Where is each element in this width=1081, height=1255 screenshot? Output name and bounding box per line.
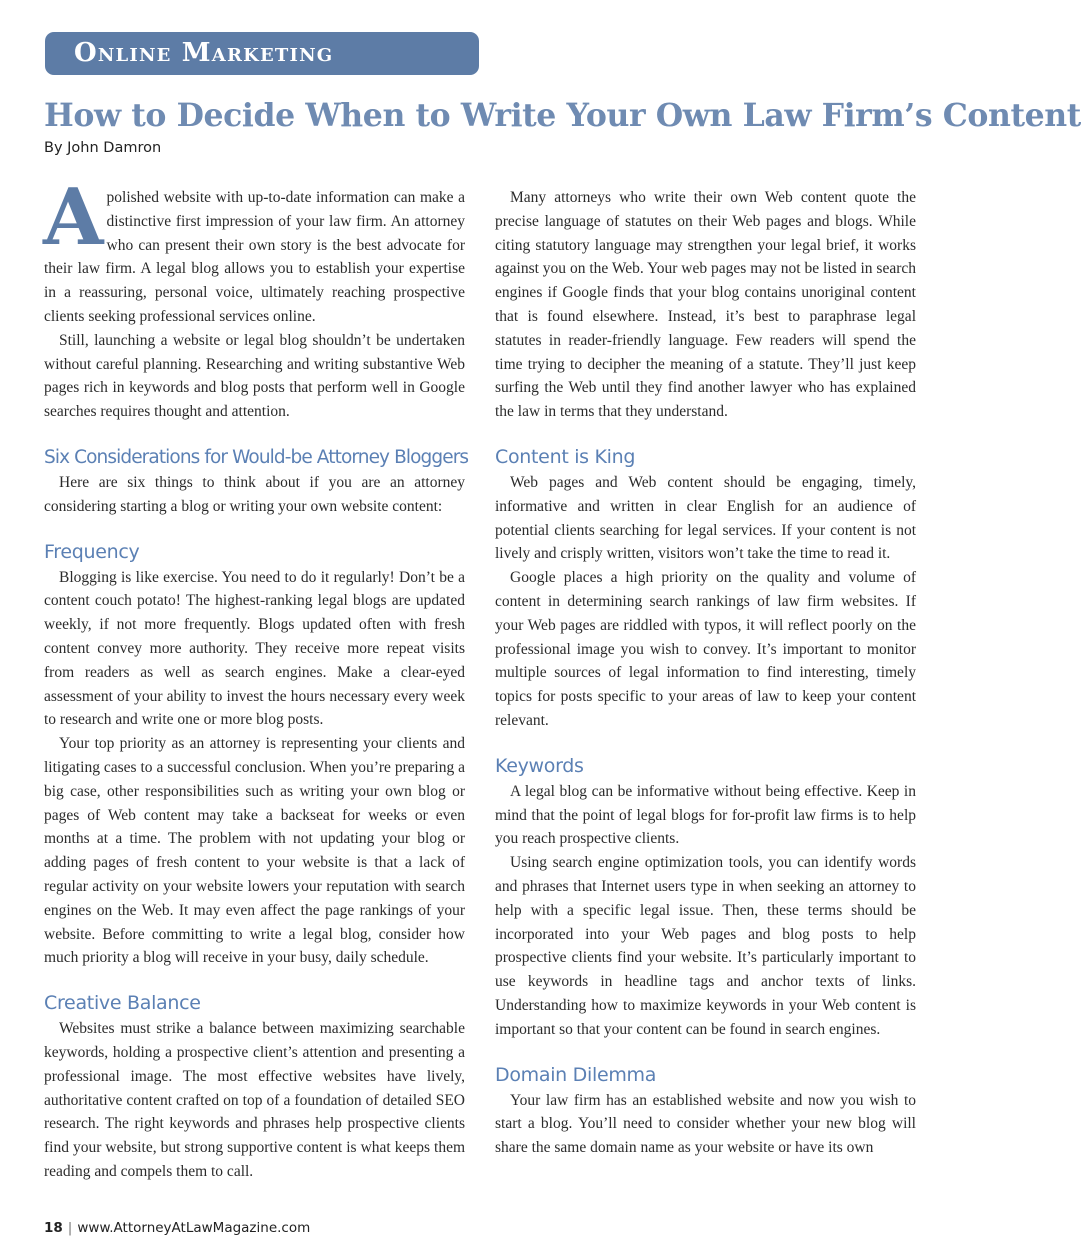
article-title: How to Decide When to Write Your Own Law Firm’s Content xyxy=(44,97,1081,134)
intro-paragraph-2: Still, launching a website or legal blog shouldn’t be undertaken without careful planning. Researching and writing substantive Web pages rich in keywords and blog posts that perform well in Google searches requires thought and attention. xyxy=(44,331,465,421)
drop-cap: A xyxy=(43,172,104,263)
content-paragraph-1: Web pages and Web content should be engaging, timely, informative and written in clear English for an audience of potential clients searching for legal services. If your content is not lively and crisply written, visitors won’t take the time to read it. xyxy=(495,473,916,563)
heading-six-considerations: Six Considerations for Would-be Attorney Bloggers xyxy=(44,446,469,468)
content-paragraph-2: Google places a high priority on the quality and volume of content in determining search rankings of law firm websites. If your Web pages are riddled with typos, it will reflect poorly on the professional image you wish to convey. It’s important to monitor multiple sources of legal information to find interesting, timely topics for posts specific to your areas of law to keep your content relevant. xyxy=(495,569,916,729)
six-paragraph: Here are six things to think about if you are an attorney considering starting a blog or writing your own website content: xyxy=(44,473,465,515)
footer-url: www.AttorneyAtLawMagazine.com xyxy=(77,1220,311,1236)
heading-domain-dilemma: Domain Dilemma xyxy=(495,1063,657,1086)
keywords-paragraph-1: A legal blog can be informative without being effective. Keep in mind that the point of legal blogs for for-profit law firms is to help you reach prospective clients. xyxy=(495,782,916,848)
creative-paragraph: Websites must strike a balance between maximizing searchable keywords, holding a prospective client’s attention and presenting a professional image. The most effective websites have lively, authoritative content crafted on top of a foundation of detailed SEO research. The right keywords and phrases help prospective clients find your website, but strong supportive content is what keeps them reading and compels them to call. xyxy=(44,1020,465,1180)
heading-frequency: Frequency xyxy=(44,540,140,563)
domain-paragraph: Your law firm has an established website and now you wish to start a blog. You’ll need to consider whether your new blog will share the same domain name as your website or have its own xyxy=(495,1091,916,1157)
right-column xyxy=(495,186,916,1160)
left-column xyxy=(43,172,469,1184)
frequency-paragraph-2: Your top priority as an attorney is representing your clients and litigating cases to a successful conclusion. When you’re preparing a big case, other responsibilities such as writing your own blog or pages of Web content may take a backseat for weeks or even months at a time. The problem with not updating your blog or adding pages of fresh content to your website is that a lack of regular activity on your website lowers your reputation with search engines on the Web. It may even affect the page rankings of your website. Before committing to write a legal blog, consider how much priority a blog will receive in your busy, daily schedule. xyxy=(44,735,465,967)
intro-paragraph xyxy=(43,172,465,329)
intro-paragraph-text: polished website with up-to-date information can make a distinctive first impression of your law firm. An attorney who can present their own story is the best advocate for their law firm. A legal blog allows you to establish your expertise in a reassuring, personal voice, ultimately reaching prospective clients seeking professional services online. xyxy=(44,189,465,325)
byline: By John Damron xyxy=(44,140,162,156)
footer-separator: | xyxy=(67,1220,73,1236)
section-label: Online Marketing xyxy=(45,32,479,75)
page-footer xyxy=(44,1218,310,1238)
heading-keywords: Keywords xyxy=(495,754,584,777)
heading-content-is-king: Content is King xyxy=(495,445,636,468)
page-number: 18 xyxy=(44,1220,63,1236)
keywords-paragraph-2: Using search engine optimization tools, you can identify words and phrases that Internet users type in when seeking an attorney to help with a specific legal issue. Then, these terms should be incorporated into your Web pages and blog posts to help prospective clients find your website. It’s particularly important to use keywords in headline tags and anchor texts of links. Understanding how to maximize keywords in your Web content is important so that your content can be found in search engines. xyxy=(495,854,916,1038)
statutes-paragraph: Many attorneys who write their own Web content quote the precise language of statutes on their Web pages and blogs. While citing statutory language may strengthen your legal brief, it works against you on the Web. Your web pages may not be listed in search engines if Google finds that your blog contains unoriginal content that is found elsewhere. Instead, it’s best to paraphrase legal statutes in reader-friendly language. Few readers will spend the time trying to decipher the meaning of a statute. They’ll just keep surfing the Web until they find another lawyer who has explained the law in terms that they understand. xyxy=(495,189,916,421)
heading-creative-balance: Creative Balance xyxy=(44,992,201,1015)
frequency-paragraph-1: Blogging is like exercise. You need to do it regularly! Don’t be a content couch potato! The highest-ranking legal blogs are updated weekly, if not more frequently. Blogs updated often with fresh content convey more authority. They receive more repeat visits from readers as well as search engines. Make a clear-eyed assessment of your ability to invest the hours necessary every week to research and write one or more blog posts. xyxy=(44,568,465,729)
